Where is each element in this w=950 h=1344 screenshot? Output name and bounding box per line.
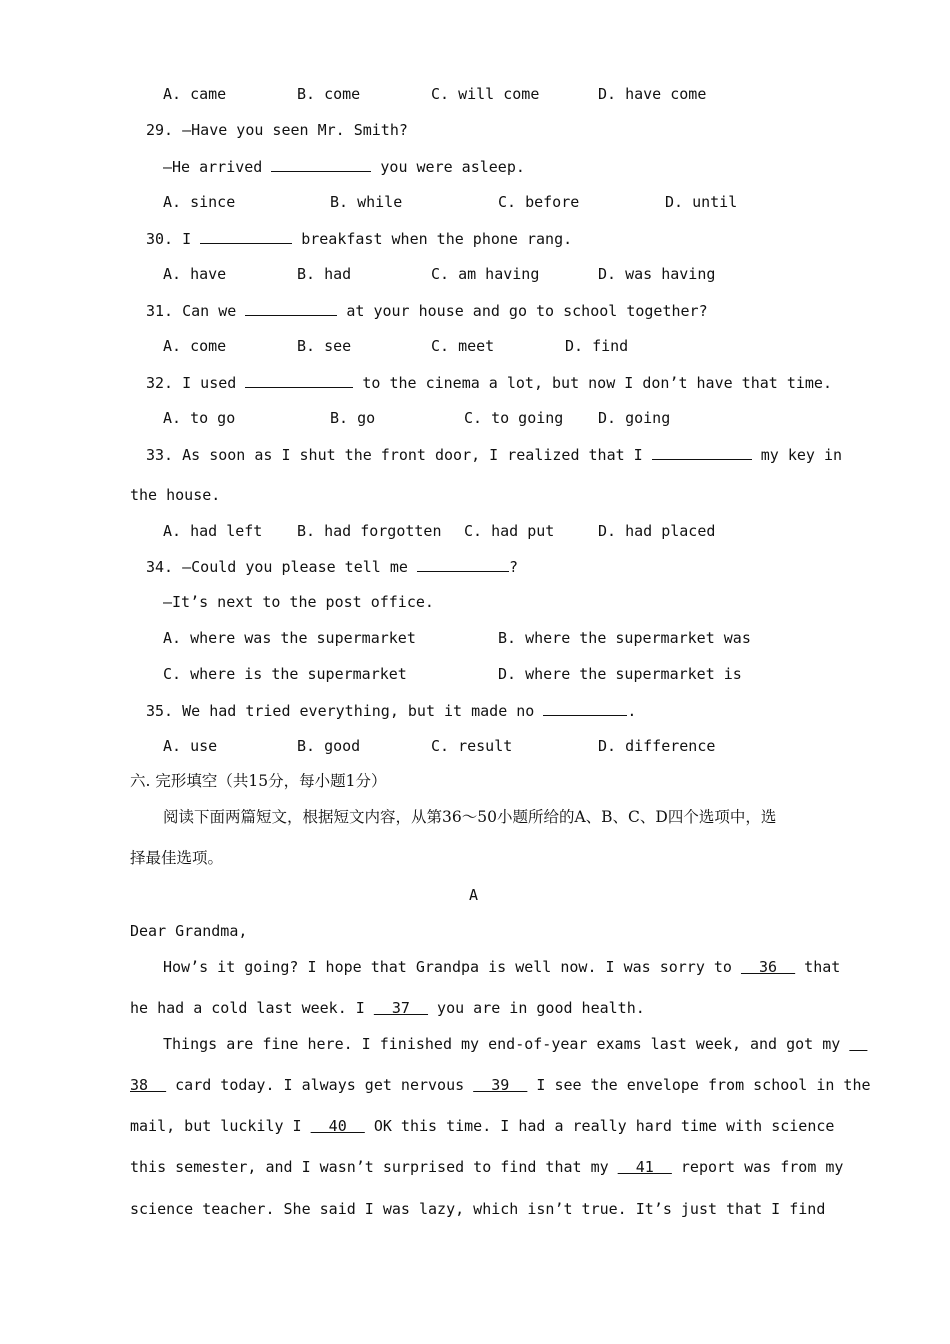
section-title: 六. 完形填空（共15分，每小题1分）	[130, 772, 387, 790]
q30-option-b: B. had	[297, 265, 352, 283]
q34-option-b: B. where the supermarket was	[498, 629, 751, 647]
q32-text-after: to the cinema a lot, but now I don’t have that time.	[353, 374, 832, 392]
q29-option-d: D. until	[665, 193, 738, 211]
letter-text: report was from my	[671, 1158, 844, 1176]
q34-response: —It’s next to the post office.	[163, 593, 434, 611]
q32-text-before: 32. I used	[146, 374, 246, 392]
q31-option-d: D. find	[565, 337, 629, 355]
letter-p2-line5: science teacher. She said I was lazy, which isn’t true. It’s just that I find	[130, 1200, 826, 1218]
letter-p2-line3	[130, 1116, 834, 1136]
q28-option-c: C. will come	[431, 85, 540, 103]
q33-answer-blank	[652, 444, 752, 460]
q31-option-a: A. come	[163, 337, 227, 355]
q28-option-a: A. came	[163, 85, 227, 103]
q29-text-after: you were asleep.	[371, 158, 525, 176]
q34-option-a: A. where was the supermarket	[163, 629, 416, 647]
section-instruction-line2: 择最佳选项。	[130, 849, 224, 867]
q32-option-c: C. to going	[464, 409, 564, 427]
q28-option-b: B. come	[297, 85, 361, 103]
letter-p2-line4	[130, 1157, 843, 1177]
q35-answer-blank	[543, 700, 627, 716]
q32-option-d: D. going	[598, 409, 671, 427]
q28-option-d: D. have come	[598, 85, 707, 103]
q31-option-b: B. see	[297, 337, 352, 355]
q32-stem	[146, 372, 832, 393]
letter-text: OK this time. I had a really hard time with science	[364, 1117, 835, 1135]
q33-text-after: my key in	[751, 446, 843, 464]
q33-stem-line2: the house.	[130, 486, 221, 504]
letter-text: card today. I always get nervous	[166, 1076, 474, 1094]
q29-option-a: A. since	[163, 193, 236, 211]
q30-text-after: breakfast when the phone rang.	[292, 230, 573, 248]
q33-text-before: 33. As soon as I shut the front door, I realized that I	[146, 446, 652, 464]
q35-option-a: A. use	[163, 737, 218, 755]
section-instruction-line1: 阅读下面两篇短文，根据短文内容，从第36～50小题所给的A、B、C、D四个选项中，选	[163, 808, 777, 826]
letter-text: this semester, and I wasn’t surprised to find that my	[130, 1158, 618, 1176]
q29-option-c: C. before	[498, 193, 580, 211]
letter-text: Things are fine here. I finished my end-of-year exams last week, and got my	[163, 1035, 850, 1053]
blank-40: 40	[310, 1117, 365, 1135]
q33-option-a: A. had left	[163, 522, 263, 540]
q35-text-after: .	[627, 702, 637, 720]
q29-answer-blank	[271, 156, 371, 172]
blank-36: 36	[740, 958, 796, 976]
blank-38: 38	[130, 1076, 167, 1094]
q34-text-after: ?	[508, 558, 518, 576]
q34-answer-blank	[417, 556, 509, 572]
q35-text-before: 35. We had tried everything, but it made no	[146, 702, 544, 720]
q29-option-b: B. while	[330, 193, 403, 211]
q34-text-before: 34. —Could you please tell me	[146, 558, 417, 576]
passage-label: A	[469, 886, 479, 904]
q31-answer-blank	[245, 300, 337, 316]
q35-stem	[146, 700, 636, 721]
blank-39: 39	[473, 1076, 528, 1094]
q33-option-b: B. had forgotten	[297, 522, 442, 540]
letter-greeting: Dear Grandma,	[130, 922, 248, 940]
letter-text: I see the envelope from school in the	[527, 1076, 871, 1094]
q33-option-c: C. had put	[464, 522, 555, 540]
q34-option-d: D. where the supermarket is	[498, 665, 742, 683]
q33-stem	[146, 444, 842, 465]
q30-option-d: D. was having	[598, 265, 716, 283]
letter-p2-line2	[130, 1075, 871, 1095]
q34-stem	[146, 556, 518, 577]
q32-answer-blank	[245, 372, 353, 388]
q30-text-before: 30. I	[146, 230, 201, 248]
letter-p1-line2	[130, 998, 645, 1018]
q30-answer-blank	[200, 228, 292, 244]
q31-text-before: 31. Can we	[146, 302, 246, 320]
q31-text-after: at your house and go to school together?	[337, 302, 708, 320]
q34-option-c: C. where is the supermarket	[163, 665, 407, 683]
blank-38-start	[849, 1035, 867, 1053]
q30-option-c: C. am having	[431, 265, 540, 283]
q31-option-c: C. meet	[431, 337, 495, 355]
q30-option-a: A. have	[163, 265, 227, 283]
letter-text: mail, but luckily I	[130, 1117, 311, 1135]
q35-option-d: D. difference	[598, 737, 716, 755]
letter-text: you are in good health.	[428, 999, 645, 1017]
letter-p2-line1	[163, 1034, 867, 1054]
q29-stem: 29. —Have you seen Mr. Smith?	[146, 121, 408, 139]
blank-37: 37	[373, 999, 429, 1017]
q35-option-b: B. good	[297, 737, 361, 755]
q31-stem	[146, 300, 708, 321]
letter-p1-line1	[163, 957, 840, 977]
letter-text: How’s it going? I hope that Grandpa is well now. I was sorry to	[163, 958, 741, 976]
q29-line2	[163, 156, 525, 177]
letter-text: he had a cold last week. I	[130, 999, 374, 1017]
blank-41: 41	[617, 1158, 672, 1176]
letter-text: that	[795, 958, 841, 976]
q33-option-d: D. had placed	[598, 522, 716, 540]
q32-option-b: B. go	[330, 409, 376, 427]
q30-stem	[146, 228, 572, 249]
q35-option-c: C. result	[431, 737, 513, 755]
q29-text-before: —He arrived	[163, 158, 272, 176]
q32-option-a: A. to go	[163, 409, 236, 427]
